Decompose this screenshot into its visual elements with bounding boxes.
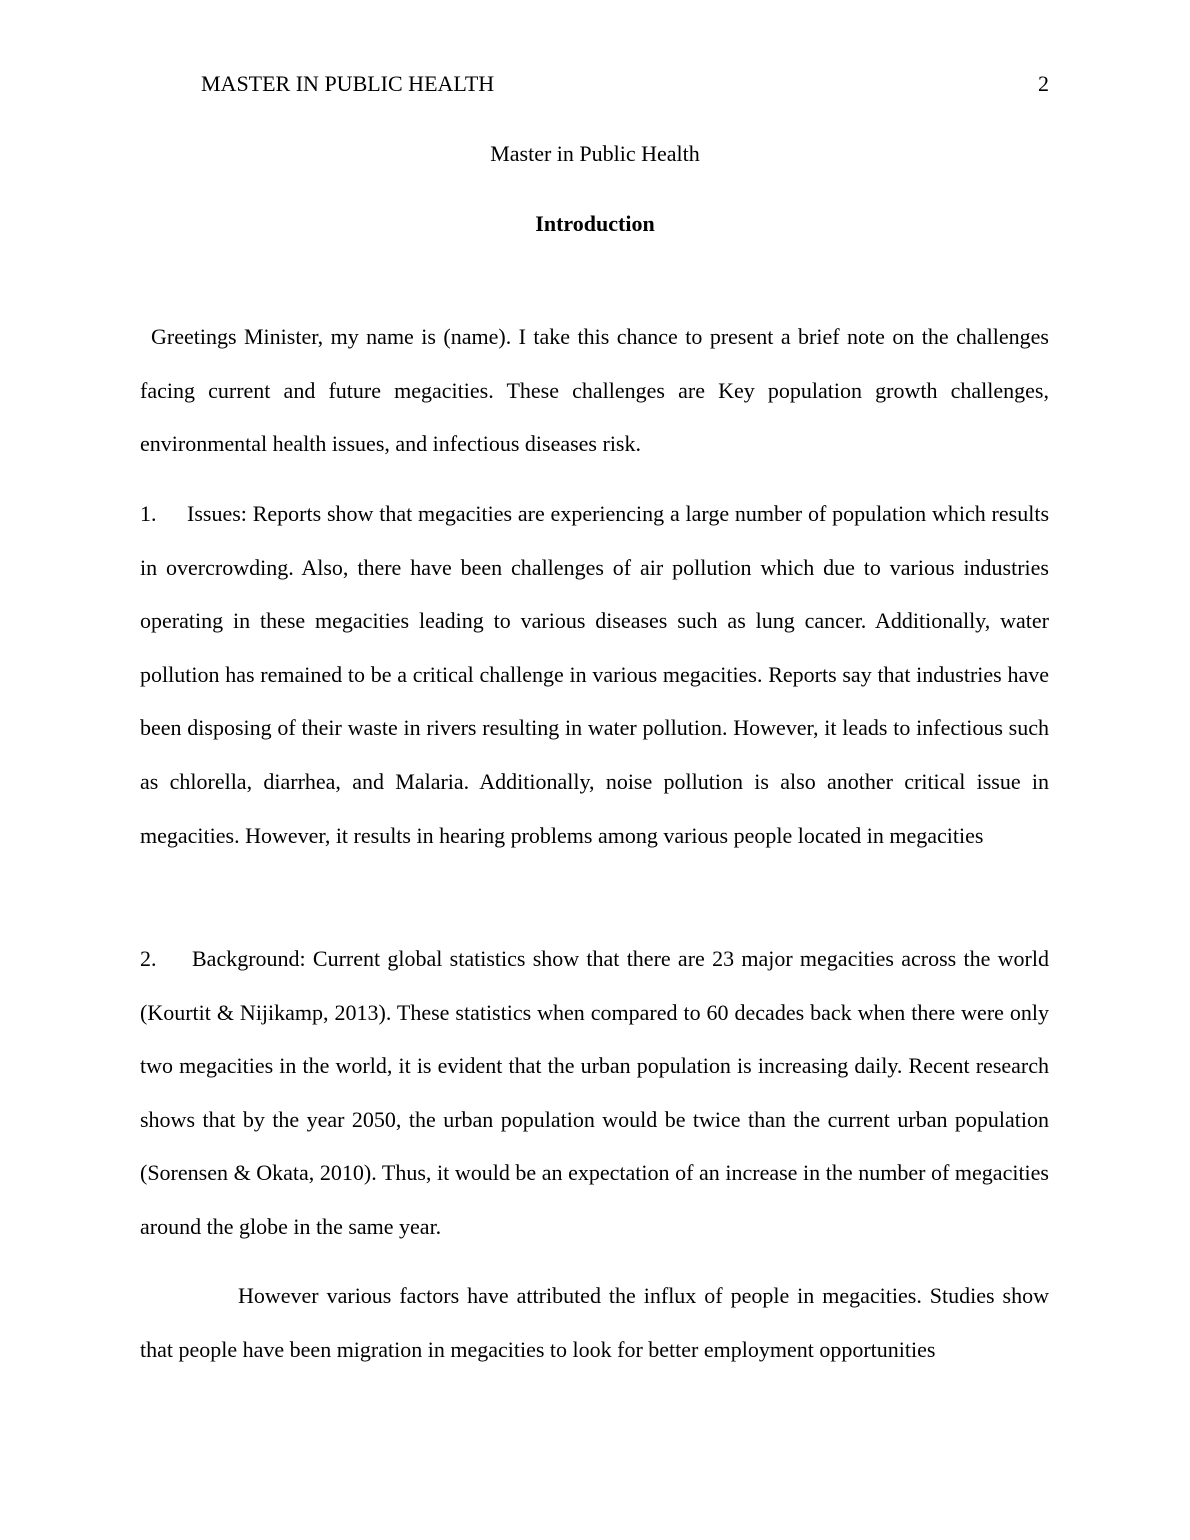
document-title: Master in Public Health xyxy=(490,141,700,166)
factors-paragraph: However various factors have attributed the influx of people in megacities. Studies show that people have been migration in megacities to look for better employment opportunities xyxy=(140,1283,1049,1362)
background-text: Background: Current global statistics show that there are 23 major megacities across the world (Kourtit & Nijikamp, 2013). These statistics when compared to 60 decades back when there were only two megacities in the world, it is evident that the urban population is increasing daily. Recent research shows that by the year 2050, the urban population would be twice than the current urban population (Sorensen & Okata, 2010). Thus, it would be an expectation of an increase in the number of megacities around the globe in the same year. xyxy=(140,946,1049,1239)
list-number: 1. xyxy=(140,501,157,526)
running-head: MASTER IN PUBLIC HEALTH xyxy=(201,71,495,96)
section-heading-introduction: Introduction xyxy=(535,211,655,236)
list-number: 2. xyxy=(140,946,157,971)
issues-paragraph xyxy=(140,487,1049,862)
page-number: 2 xyxy=(1038,71,1049,96)
background-paragraph xyxy=(140,932,1049,1254)
issues-text: Issues: Reports show that megacities are experiencing a large number of population which results in overcrowding. Also, there have been challenges of air pollution which due to various industries operating in these megacities leading to various diseases such as lung cancer. Additionally, water pollution has remained to be a critical challenge in various megacities. Reports say that industries have been disposing of their waste in rivers resulting in water pollution. However, it leads to infectious such as chlorella, diarrhea, and Malaria. Additionally, noise pollution is also another critical issue in megacities. However, it results in hearing problems among various people located in megacities xyxy=(140,501,1049,848)
intro-paragraph: Greetings Minister, my name is (name). I take this chance to present a brief note on the challenges facing current and future megacities. These challenges are Key population growth challenges, environmental health issues, and infectious diseases risk. xyxy=(140,324,1049,457)
